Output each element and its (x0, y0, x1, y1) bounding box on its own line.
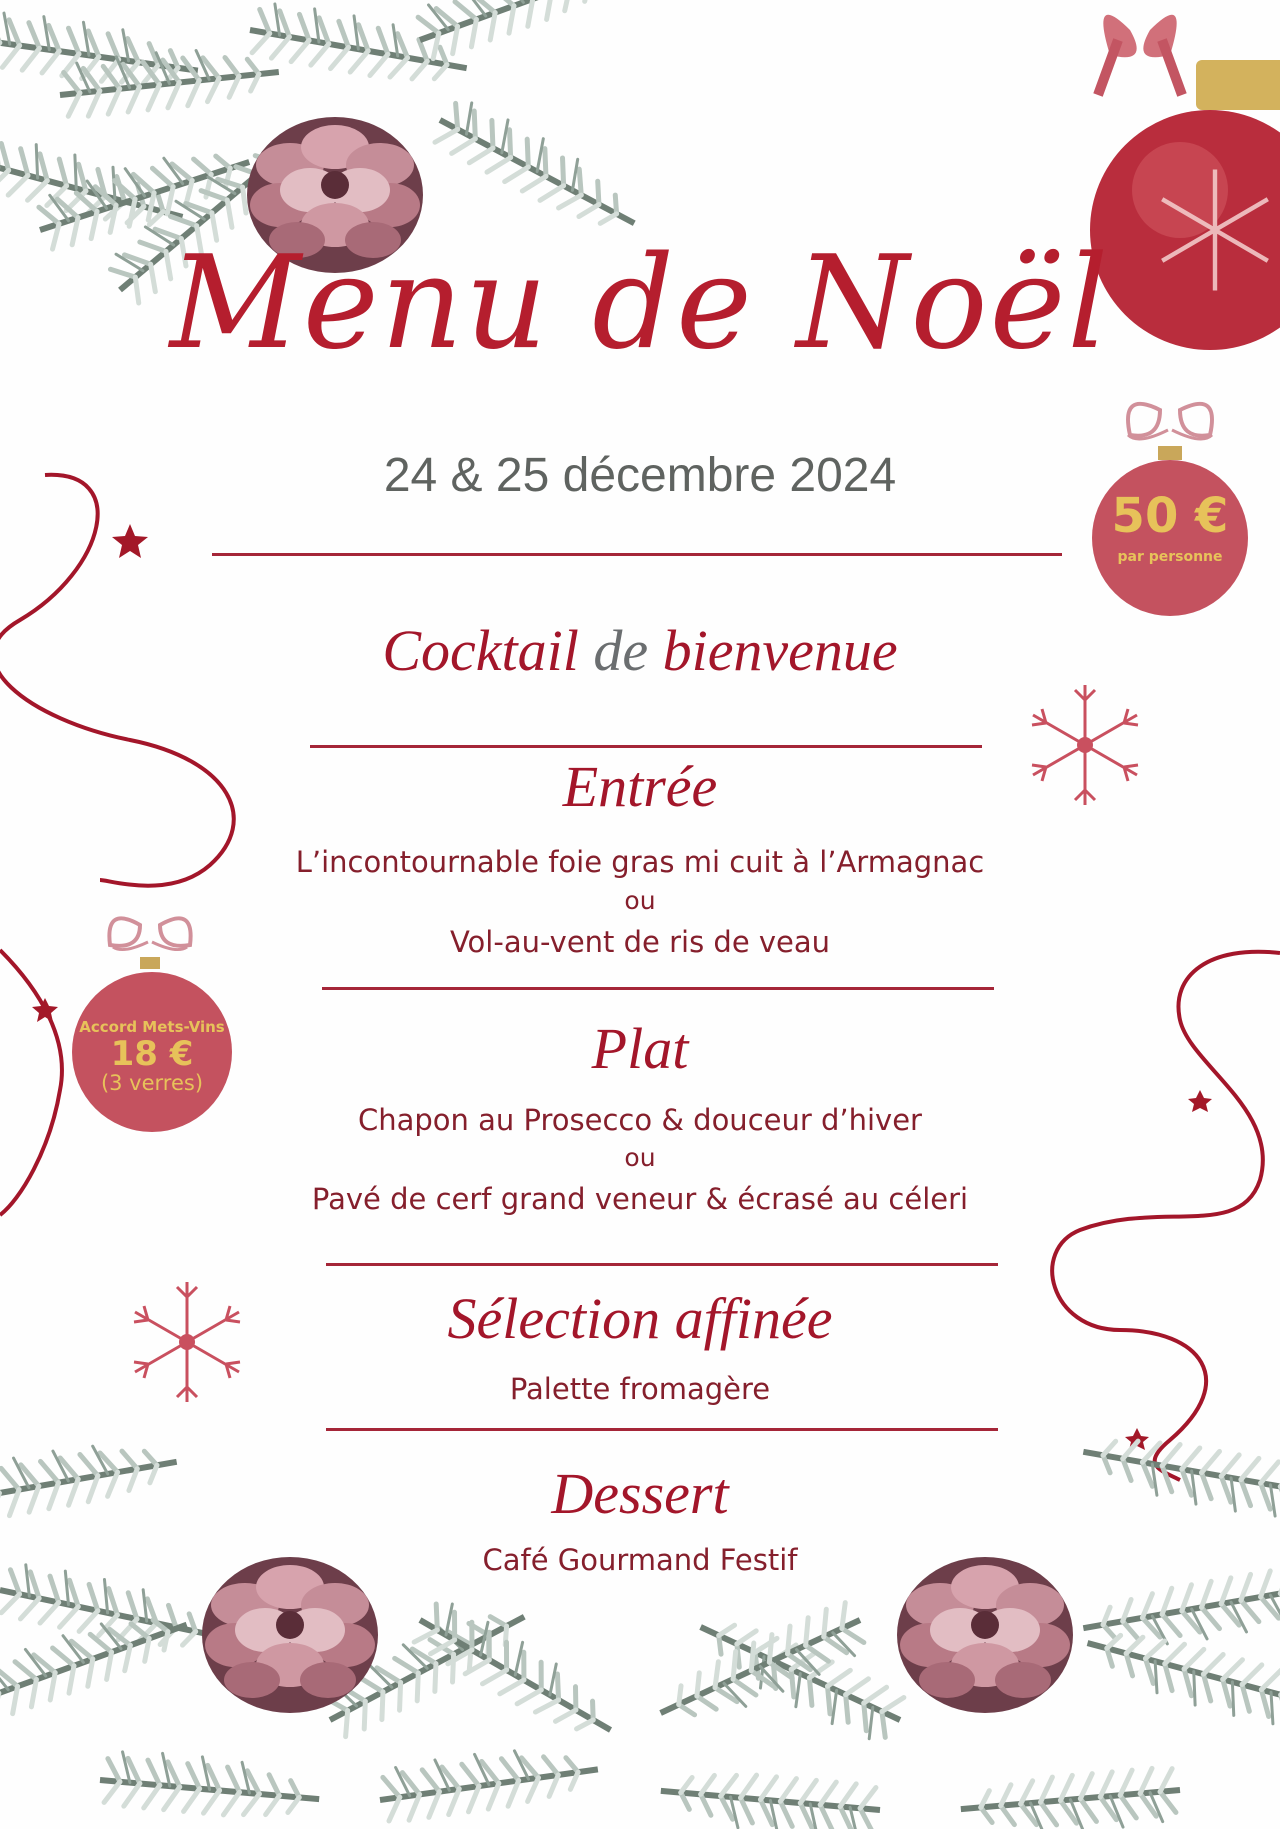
entree-separator: ou (624, 886, 656, 915)
ribbon-swirl-left-mid (0, 950, 62, 1215)
entree-item-2: Vol-au-vent de ris de veau (449, 925, 831, 959)
pinecone-bottom-left-icon (202, 1557, 378, 1713)
menu-title: Menu de Noël (169, 229, 1111, 378)
price-badge (1092, 488, 1248, 565)
cocktail-de: de (593, 618, 649, 683)
price-note: par personne (1117, 549, 1223, 565)
cheese-heading: Sélection affinée (447, 1286, 833, 1351)
cocktail-heading (0, 618, 1280, 683)
cocktail-bienvenue: bienvenue (662, 618, 898, 683)
entree-item-1: L’incontournable foie gras mi cuit à l’Armagnac (295, 845, 985, 879)
plat-item-1: Chapon au Prosecco & douceur d’hiver (358, 1103, 922, 1137)
divider (322, 987, 994, 990)
divider (326, 1263, 998, 1266)
cheese-item: Palette fromagère (509, 1372, 771, 1406)
cocktail-word: Cocktail (382, 618, 579, 683)
entree-heading: Entrée (562, 754, 718, 819)
plat-heading: Plat (591, 1016, 689, 1081)
dessert-item: Café Gourmand Festif (482, 1543, 798, 1577)
ribbon-swirl-left-top (0, 475, 234, 886)
plat-separator: ou (624, 1143, 656, 1172)
star-icon (112, 524, 148, 558)
pairing-label: Accord Mets-Vins (79, 1018, 225, 1036)
divider (212, 553, 1062, 556)
pinecone-bottom-right-icon (897, 1557, 1073, 1713)
star-icon (32, 998, 58, 1022)
menu-date: 24 & 25 décembre 2024 (383, 449, 897, 502)
pairing-price: 18 € (110, 1034, 194, 1074)
divider (310, 745, 982, 748)
price-value: 50 € (1111, 488, 1229, 544)
plat-item-2: Pavé de cerf grand veneur & écrasé au céleri (311, 1182, 969, 1216)
pairing-note: (3 verres) (100, 1071, 204, 1095)
divider (326, 1428, 998, 1431)
dessert-heading: Dessert (551, 1461, 729, 1526)
